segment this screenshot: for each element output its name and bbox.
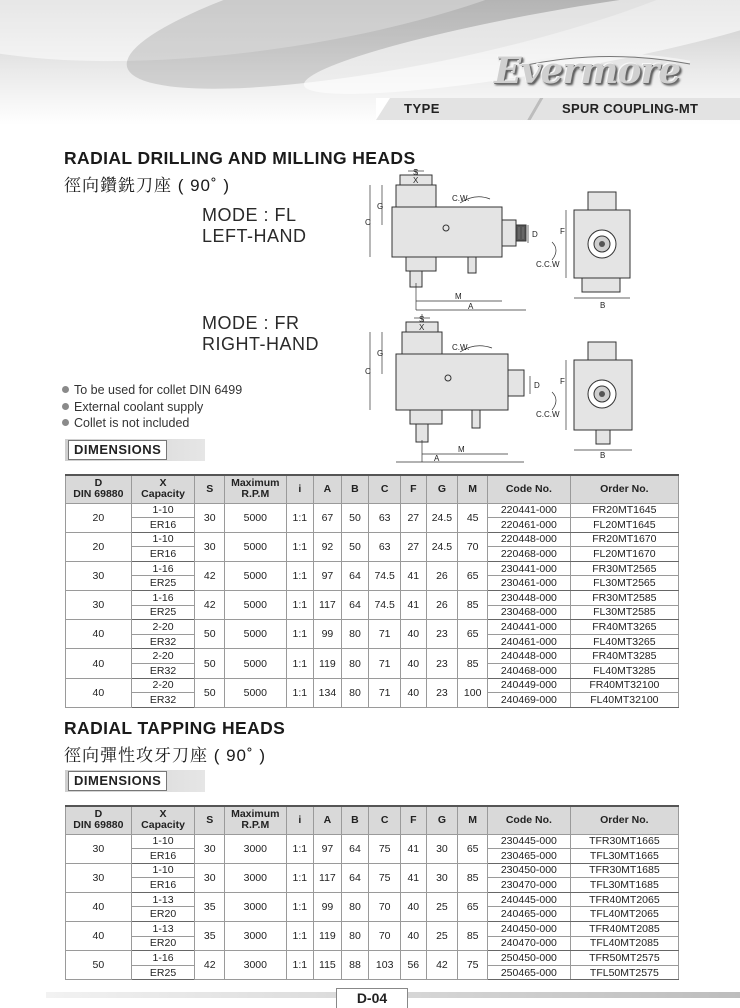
table-row bbox=[66, 561, 679, 576]
drilling-title: RADIAL DRILLING AND MILLING HEADS bbox=[64, 148, 416, 168]
page-number: D-04 bbox=[336, 988, 408, 1008]
cell-rpm: 3000 bbox=[225, 834, 287, 863]
cell-x1: 2-20 bbox=[131, 678, 195, 693]
cell-code2: 230465-000 bbox=[488, 849, 571, 864]
cell-i: 1:1 bbox=[286, 561, 314, 590]
table-row bbox=[66, 892, 679, 907]
cell-b: 64 bbox=[341, 591, 369, 620]
dim-ccw-label: C.C.W bbox=[536, 260, 560, 269]
cell-code1: 240449-000 bbox=[488, 678, 571, 693]
cell-d: 30 bbox=[66, 834, 132, 863]
cell-i: 1:1 bbox=[286, 649, 314, 678]
cell-code2: 240468-000 bbox=[488, 664, 571, 679]
dim-x-label: X bbox=[419, 323, 425, 332]
cell-x2: ER25 bbox=[131, 965, 195, 980]
dim-a-label: A bbox=[468, 302, 474, 311]
cell-c: 75 bbox=[369, 834, 401, 863]
page-header bbox=[0, 0, 740, 125]
dimensions-label: DIMENSIONS bbox=[68, 771, 167, 791]
cell-x2: ER32 bbox=[131, 693, 195, 708]
cell-c: 70 bbox=[369, 892, 401, 921]
cell-code2: 240469-000 bbox=[488, 693, 571, 708]
cell-code2: 240470-000 bbox=[488, 936, 571, 951]
cell-x1: 1-10 bbox=[131, 532, 195, 547]
cell-order2: FL40MT3285 bbox=[570, 664, 678, 679]
col-m-header: M bbox=[458, 475, 488, 503]
cell-a: 134 bbox=[314, 678, 342, 707]
cell-order2: FL30MT2565 bbox=[570, 576, 678, 591]
cell-s: 35 bbox=[195, 922, 225, 951]
cell-c: 71 bbox=[369, 649, 401, 678]
table-row bbox=[66, 951, 679, 966]
cell-f: 41 bbox=[401, 863, 426, 892]
cell-rpm: 5000 bbox=[225, 503, 287, 532]
cell-x1: 1-10 bbox=[131, 503, 195, 518]
cell-m: 65 bbox=[458, 892, 488, 921]
cell-b: 64 bbox=[341, 561, 369, 590]
cell-f: 27 bbox=[401, 532, 426, 561]
cell-code1: 240448-000 bbox=[488, 649, 571, 664]
cell-d: 40 bbox=[66, 922, 132, 951]
cell-c: 74.5 bbox=[369, 561, 401, 590]
tapping-title-zh: 徑向彈性攻牙刀座 ( 90˚ ) bbox=[64, 746, 267, 765]
fr-front-drawing bbox=[530, 338, 640, 460]
table-row bbox=[66, 863, 679, 878]
cell-rpm: 3000 bbox=[225, 951, 287, 980]
cell-x2: ER25 bbox=[131, 576, 195, 591]
table-row bbox=[66, 834, 679, 849]
cell-order2: TFL40MT2065 bbox=[570, 907, 678, 922]
cell-rpm: 3000 bbox=[225, 863, 287, 892]
tapping-title: RADIAL TAPPING HEADS bbox=[64, 718, 286, 738]
cell-d: 30 bbox=[66, 561, 132, 590]
cell-a: 99 bbox=[314, 892, 342, 921]
cell-code1: 230441-000 bbox=[488, 561, 571, 576]
cell-a: 117 bbox=[314, 591, 342, 620]
cell-code1: 240441-000 bbox=[488, 620, 571, 635]
col-rpm-header: Maximum R.P.M bbox=[225, 475, 287, 503]
cell-x1: 2-20 bbox=[131, 620, 195, 635]
cell-x2: ER16 bbox=[131, 849, 195, 864]
dimensions-heading bbox=[65, 439, 205, 461]
mode-fr-hand: RIGHT-HAND bbox=[202, 334, 319, 354]
cell-d: 40 bbox=[66, 892, 132, 921]
cell-m: 65 bbox=[458, 834, 488, 863]
cell-c: 63 bbox=[369, 503, 401, 532]
cell-d: 30 bbox=[66, 591, 132, 620]
cell-x2: ER20 bbox=[131, 907, 195, 922]
cell-order1: FR30MT2565 bbox=[570, 561, 678, 576]
dim-b-label: B bbox=[600, 451, 606, 460]
cell-f: 40 bbox=[401, 649, 426, 678]
cell-s: 35 bbox=[195, 892, 225, 921]
fl-side-drawing bbox=[360, 165, 550, 315]
dimensions-label: DIMENSIONS bbox=[68, 440, 167, 460]
dim-f-label: F bbox=[560, 377, 565, 386]
cell-b: 50 bbox=[341, 532, 369, 561]
cell-rpm: 3000 bbox=[225, 892, 287, 921]
col-a-header: A bbox=[314, 806, 342, 834]
cell-b: 80 bbox=[341, 892, 369, 921]
cell-order1: TFR40MT2085 bbox=[570, 922, 678, 937]
mode-fl-hand: LEFT-HAND bbox=[202, 226, 307, 246]
cell-order1: FR30MT2585 bbox=[570, 591, 678, 606]
mode-fr-code: MODE : FR bbox=[202, 313, 300, 333]
cell-m: 85 bbox=[458, 649, 488, 678]
cell-m: 85 bbox=[458, 922, 488, 951]
cell-x1: 1-10 bbox=[131, 863, 195, 878]
col-i-header: i bbox=[286, 806, 314, 834]
cell-rpm: 5000 bbox=[225, 649, 287, 678]
cell-x1: 1-16 bbox=[131, 561, 195, 576]
col-order-header: Order No. bbox=[570, 806, 678, 834]
cell-x2: ER32 bbox=[131, 634, 195, 649]
cell-code1: 220448-000 bbox=[488, 532, 571, 547]
table-row bbox=[66, 620, 679, 635]
cell-i: 1:1 bbox=[286, 863, 314, 892]
cell-i: 1:1 bbox=[286, 678, 314, 707]
cell-order1: FR20MT1670 bbox=[570, 532, 678, 547]
cell-x2: ER16 bbox=[131, 878, 195, 893]
cell-d: 40 bbox=[66, 678, 132, 707]
col-x-header: X Capacity bbox=[131, 806, 195, 834]
cell-s: 30 bbox=[195, 503, 225, 532]
cell-g: 23 bbox=[426, 649, 458, 678]
cell-g: 23 bbox=[426, 620, 458, 649]
cell-a: 92 bbox=[314, 532, 342, 561]
brand-name: Evermore bbox=[494, 50, 681, 92]
cell-b: 50 bbox=[341, 503, 369, 532]
cell-m: 75 bbox=[458, 951, 488, 980]
cell-order2: FL40MT3265 bbox=[570, 634, 678, 649]
type-bar bbox=[376, 98, 740, 120]
note-item: External coolant supply bbox=[62, 399, 242, 416]
cell-m: 100 bbox=[458, 678, 488, 707]
col-c-header: C bbox=[369, 475, 401, 503]
cell-a: 99 bbox=[314, 620, 342, 649]
mode-fl bbox=[202, 205, 307, 247]
cell-s: 42 bbox=[195, 591, 225, 620]
cell-f: 40 bbox=[401, 892, 426, 921]
cell-order1: FR40MT32100 bbox=[570, 678, 678, 693]
cell-f: 40 bbox=[401, 922, 426, 951]
cell-x1: 1-16 bbox=[131, 591, 195, 606]
tapping-dimensions-table bbox=[65, 805, 679, 980]
type-value: SPUR COUPLING-MT bbox=[562, 101, 699, 116]
cell-a: 119 bbox=[314, 922, 342, 951]
cell-f: 40 bbox=[401, 678, 426, 707]
cell-s: 42 bbox=[195, 561, 225, 590]
dim-f-label: F bbox=[560, 227, 565, 236]
cell-b: 80 bbox=[341, 678, 369, 707]
dim-g-label: G bbox=[377, 202, 384, 211]
table-row bbox=[66, 532, 679, 547]
cell-i: 1:1 bbox=[286, 951, 314, 980]
cell-rpm: 5000 bbox=[225, 532, 287, 561]
cell-a: 115 bbox=[314, 951, 342, 980]
cell-b: 64 bbox=[341, 834, 369, 863]
dim-c-label: C bbox=[365, 367, 371, 376]
cell-c: 70 bbox=[369, 922, 401, 951]
dim-x-label: X bbox=[413, 176, 419, 185]
drilling-title-zh: 徑向鑽銑刀座 ( 90˚ ) bbox=[64, 176, 231, 195]
col-i-header: i bbox=[286, 475, 314, 503]
cell-code1: 220441-000 bbox=[488, 503, 571, 518]
cell-f: 56 bbox=[401, 951, 426, 980]
cell-order2: TFL50MT2575 bbox=[570, 965, 678, 980]
cell-order2: FL30MT2585 bbox=[570, 605, 678, 620]
cell-i: 1:1 bbox=[286, 503, 314, 532]
cell-m: 85 bbox=[458, 591, 488, 620]
cell-s: 50 bbox=[195, 649, 225, 678]
dim-a-label: A bbox=[434, 454, 440, 463]
note-item: Collet is not included bbox=[62, 415, 242, 432]
cell-code2: 240465-000 bbox=[488, 907, 571, 922]
cell-g: 24.5 bbox=[426, 532, 458, 561]
dim-ccw-label: C.C.W bbox=[536, 410, 560, 419]
cell-code1: 230450-000 bbox=[488, 863, 571, 878]
cell-g: 25 bbox=[426, 922, 458, 951]
cell-rpm: 3000 bbox=[225, 922, 287, 951]
col-c-header: C bbox=[369, 806, 401, 834]
type-label: TYPE bbox=[404, 101, 440, 116]
cell-order2: TFL30MT1685 bbox=[570, 878, 678, 893]
cell-rpm: 5000 bbox=[225, 678, 287, 707]
cell-g: 26 bbox=[426, 561, 458, 590]
cell-a: 119 bbox=[314, 649, 342, 678]
cell-b: 80 bbox=[341, 620, 369, 649]
cell-f: 41 bbox=[401, 561, 426, 590]
cell-d: 40 bbox=[66, 649, 132, 678]
cell-order1: FR40MT3285 bbox=[570, 649, 678, 664]
dim-cw-label: C.W. bbox=[452, 343, 470, 352]
cell-rpm: 5000 bbox=[225, 561, 287, 590]
cell-code1: 250450-000 bbox=[488, 951, 571, 966]
cell-g: 42 bbox=[426, 951, 458, 980]
cell-code2: 230461-000 bbox=[488, 576, 571, 591]
col-order-header: Order No. bbox=[570, 475, 678, 503]
cell-s: 30 bbox=[195, 532, 225, 561]
cell-code2: 250465-000 bbox=[488, 965, 571, 980]
cell-d: 30 bbox=[66, 863, 132, 892]
cell-a: 97 bbox=[314, 561, 342, 590]
cell-s: 42 bbox=[195, 951, 225, 980]
drilling-dimensions-table bbox=[65, 474, 679, 708]
cell-x1: 2-20 bbox=[131, 649, 195, 664]
cell-order1: FR20MT1645 bbox=[570, 503, 678, 518]
cell-f: 27 bbox=[401, 503, 426, 532]
col-f-header: F bbox=[401, 806, 426, 834]
mode-fl-code: MODE : FL bbox=[202, 205, 297, 225]
cell-s: 50 bbox=[195, 678, 225, 707]
cell-code1: 240450-000 bbox=[488, 922, 571, 937]
cell-x2: ER25 bbox=[131, 605, 195, 620]
cell-order2: TFL40MT2085 bbox=[570, 936, 678, 951]
cell-i: 1:1 bbox=[286, 591, 314, 620]
cell-c: 71 bbox=[369, 620, 401, 649]
cell-order1: TFR40MT2065 bbox=[570, 892, 678, 907]
cell-code2: 230470-000 bbox=[488, 878, 571, 893]
cell-x1: 1-10 bbox=[131, 834, 195, 849]
cell-i: 1:1 bbox=[286, 620, 314, 649]
cell-g: 30 bbox=[426, 863, 458, 892]
cell-order1: FR40MT3265 bbox=[570, 620, 678, 635]
cell-d: 40 bbox=[66, 620, 132, 649]
cell-s: 30 bbox=[195, 834, 225, 863]
cell-a: 97 bbox=[314, 834, 342, 863]
col-g-header: G bbox=[426, 806, 458, 834]
cell-rpm: 5000 bbox=[225, 620, 287, 649]
dim-b-label: B bbox=[600, 301, 606, 310]
cell-g: 25 bbox=[426, 892, 458, 921]
dim-m-label: M bbox=[455, 292, 462, 301]
cell-m: 70 bbox=[458, 532, 488, 561]
cell-x1: 1-13 bbox=[131, 922, 195, 937]
cell-order1: TFR50MT2575 bbox=[570, 951, 678, 966]
col-code-header: Code No. bbox=[488, 475, 571, 503]
cell-f: 40 bbox=[401, 620, 426, 649]
col-s-header: S bbox=[195, 806, 225, 834]
cell-c: 75 bbox=[369, 863, 401, 892]
cell-code2: 230468-000 bbox=[488, 605, 571, 620]
cell-code2: 240461-000 bbox=[488, 634, 571, 649]
cell-m: 85 bbox=[458, 863, 488, 892]
cell-order2: FL20MT1670 bbox=[570, 547, 678, 562]
fr-side-drawing bbox=[360, 310, 550, 466]
col-b-header: B bbox=[341, 475, 369, 503]
col-m-header: M bbox=[458, 806, 488, 834]
cell-a: 67 bbox=[314, 503, 342, 532]
cell-x1: 1-16 bbox=[131, 951, 195, 966]
cell-code2: 220468-000 bbox=[488, 547, 571, 562]
cell-d: 20 bbox=[66, 503, 132, 532]
col-f-header: F bbox=[401, 475, 426, 503]
cell-order2: TFL30MT1665 bbox=[570, 849, 678, 864]
col-b-header: B bbox=[341, 806, 369, 834]
cell-c: 74.5 bbox=[369, 591, 401, 620]
cell-b: 80 bbox=[341, 922, 369, 951]
cell-s: 50 bbox=[195, 620, 225, 649]
col-rpm-header: Maximum R.P.M bbox=[225, 806, 287, 834]
cell-a: 117 bbox=[314, 863, 342, 892]
table-row bbox=[66, 503, 679, 518]
cell-order2: FL20MT1645 bbox=[570, 518, 678, 533]
cell-m: 65 bbox=[458, 561, 488, 590]
col-d-header: D DIN 69880 bbox=[66, 475, 132, 503]
col-a-header: A bbox=[314, 475, 342, 503]
cell-g: 26 bbox=[426, 591, 458, 620]
dim-s-label: S bbox=[419, 315, 425, 324]
cell-m: 45 bbox=[458, 503, 488, 532]
dim-d-label: D bbox=[532, 230, 538, 239]
cell-x2: ER16 bbox=[131, 518, 195, 533]
col-code-header: Code No. bbox=[488, 806, 571, 834]
cell-code1: 230445-000 bbox=[488, 834, 571, 849]
table-row bbox=[66, 678, 679, 693]
dim-cw-label: C.W. bbox=[452, 194, 470, 203]
cell-b: 80 bbox=[341, 649, 369, 678]
cell-i: 1:1 bbox=[286, 532, 314, 561]
dim-m-label: M bbox=[458, 445, 465, 454]
cell-f: 41 bbox=[401, 591, 426, 620]
cell-order1: TFR30MT1665 bbox=[570, 834, 678, 849]
col-d-header: D DIN 69880 bbox=[66, 806, 132, 834]
fl-front-drawing bbox=[530, 188, 640, 310]
col-x-header: X Capacity bbox=[131, 475, 195, 503]
cell-code1: 240445-000 bbox=[488, 892, 571, 907]
evermore-logo bbox=[494, 50, 694, 94]
dim-c-label: C bbox=[365, 218, 371, 227]
cell-b: 64 bbox=[341, 863, 369, 892]
cell-c: 71 bbox=[369, 678, 401, 707]
cell-s: 30 bbox=[195, 863, 225, 892]
cell-m: 65 bbox=[458, 620, 488, 649]
cell-x2: ER16 bbox=[131, 547, 195, 562]
col-s-header: S bbox=[195, 475, 225, 503]
cell-c: 63 bbox=[369, 532, 401, 561]
cell-x2: ER32 bbox=[131, 664, 195, 679]
col-g-header: G bbox=[426, 475, 458, 503]
cell-code1: 230448-000 bbox=[488, 591, 571, 606]
table-row bbox=[66, 922, 679, 937]
cell-x2: ER20 bbox=[131, 936, 195, 951]
cell-d: 20 bbox=[66, 532, 132, 561]
table-row bbox=[66, 649, 679, 664]
cell-g: 24.5 bbox=[426, 503, 458, 532]
cell-x1: 1-13 bbox=[131, 892, 195, 907]
mode-fr bbox=[202, 313, 319, 355]
notes-list bbox=[62, 382, 242, 432]
cell-g: 23 bbox=[426, 678, 458, 707]
cell-code2: 220461-000 bbox=[488, 518, 571, 533]
cell-order2: FL40MT32100 bbox=[570, 693, 678, 708]
dim-d-label: D bbox=[534, 381, 540, 390]
cell-i: 1:1 bbox=[286, 834, 314, 863]
dim-s-label: S bbox=[413, 168, 419, 177]
note-item: To be used for collet DIN 6499 bbox=[62, 382, 242, 399]
cell-rpm: 5000 bbox=[225, 591, 287, 620]
cell-i: 1:1 bbox=[286, 892, 314, 921]
cell-order1: TFR30MT1685 bbox=[570, 863, 678, 878]
dim-g-label: G bbox=[377, 349, 384, 358]
tapping-dimensions-heading bbox=[65, 770, 205, 792]
cell-g: 30 bbox=[426, 834, 458, 863]
cell-i: 1:1 bbox=[286, 922, 314, 951]
table-row bbox=[66, 591, 679, 606]
cell-d: 50 bbox=[66, 951, 132, 980]
cell-f: 41 bbox=[401, 834, 426, 863]
cell-c: 103 bbox=[369, 951, 401, 980]
cell-b: 88 bbox=[341, 951, 369, 980]
